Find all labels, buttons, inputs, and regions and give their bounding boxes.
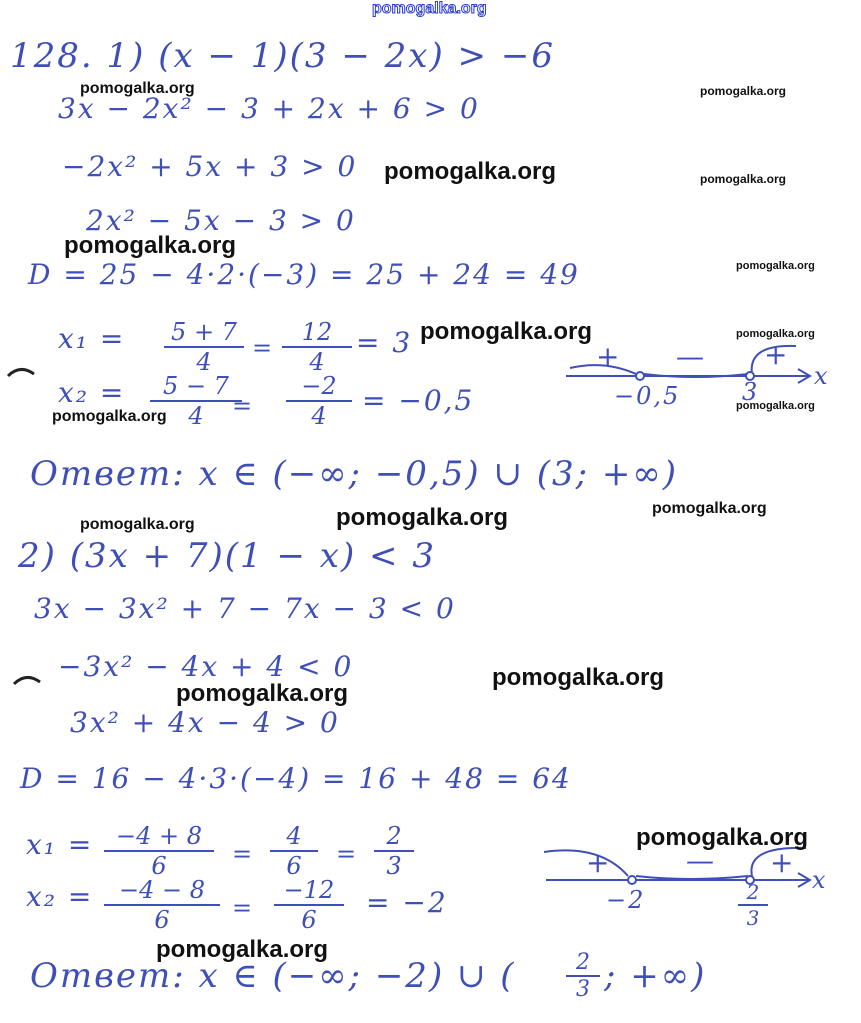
fraction-numerator: −2 bbox=[286, 372, 352, 402]
task2-x2-fraction-2 bbox=[274, 876, 344, 934]
fraction-denominator: 6 bbox=[286, 852, 302, 880]
fraction-denominator: 4 bbox=[309, 348, 325, 376]
watermark: pomogalka.org bbox=[336, 504, 509, 531]
task1-line-3: 2x² − 5x − 3 > 0 bbox=[86, 204, 356, 237]
fraction-denominator: 4 bbox=[196, 348, 212, 376]
task1-sign-minus: — bbox=[676, 340, 706, 373]
task1-x2-label: x₂ = bbox=[58, 376, 126, 409]
task2-sign-minus: — bbox=[686, 844, 716, 877]
task2-answer-fraction bbox=[566, 950, 600, 1002]
fraction-numerator: 2 bbox=[374, 822, 414, 852]
task1-line-1: 3x − 2x² − 3 + 2x + 6 > 0 bbox=[58, 92, 480, 125]
task2-x1-label: x₁ = bbox=[26, 828, 94, 861]
watermark: pomogalka.org bbox=[736, 260, 815, 272]
margin-mark-1 bbox=[6, 364, 36, 378]
watermark: pomogalka.org bbox=[652, 500, 767, 517]
task2-discriminant: D = 16 − 4·3·(−4) = 16 + 48 = 64 bbox=[20, 762, 572, 795]
fraction-numerator: 5 − 7 bbox=[150, 372, 242, 402]
task1-x1-fraction-1 bbox=[164, 318, 244, 376]
task2-x1-fraction-3 bbox=[374, 822, 414, 880]
task1-heading: 128. 1) (x − 1)(3 − 2x) > −6 bbox=[10, 36, 555, 76]
task2-line-1: 3x − 3x² + 7 − 7x − 3 < 0 bbox=[34, 592, 456, 625]
task1-sign-plus-right: + bbox=[764, 338, 790, 371]
task1-point-a-label: −0,5 bbox=[614, 382, 681, 410]
fraction-numerator: 2 bbox=[566, 950, 600, 977]
fraction-numerator: 2 bbox=[738, 880, 768, 906]
watermark: pomogalka.org bbox=[384, 158, 557, 185]
watermark: pomogalka.org bbox=[492, 664, 665, 691]
task1-x2-result: = −0,5 bbox=[362, 384, 475, 417]
task2-line-3: 3x² + 4x − 4 > 0 bbox=[70, 706, 340, 739]
fraction-denominator: 6 bbox=[301, 906, 317, 934]
watermark: pomogalka.org bbox=[52, 408, 167, 425]
fraction-numerator: −4 + 8 bbox=[104, 822, 214, 852]
task2-axis-var: x bbox=[812, 866, 828, 894]
fraction-denominator: 6 bbox=[154, 906, 170, 934]
fraction-denominator: 4 bbox=[311, 402, 327, 430]
fraction-numerator: −12 bbox=[274, 876, 344, 906]
task2-point-a-label: −2 bbox=[606, 886, 646, 914]
watermark: pomogalka.org bbox=[80, 80, 195, 97]
task2-x1-fraction-2 bbox=[270, 822, 318, 880]
task1-x1-result: = 3 bbox=[356, 326, 413, 359]
task2-x1-fraction-1 bbox=[104, 822, 214, 880]
point-a-open bbox=[636, 372, 644, 380]
task2-point-b-label bbox=[738, 880, 768, 930]
task1-axis-var: x bbox=[814, 362, 830, 390]
task1-line-2: −2x² + 5x + 3 > 0 bbox=[62, 150, 358, 183]
task2-answer-prefix: Ответ: x ∈ (−∞; −2) ∪ ( bbox=[30, 956, 516, 996]
task2-sign-plus-left: + bbox=[586, 846, 612, 879]
watermark: pomogalka.org bbox=[156, 936, 329, 963]
watermark: pomogalka.org bbox=[420, 318, 593, 345]
task1-x1-label: x₁ = bbox=[58, 322, 126, 355]
task1-x2-fraction-2 bbox=[286, 372, 352, 430]
point-a-open bbox=[628, 876, 636, 884]
fraction-denominator: 6 bbox=[151, 852, 167, 880]
fraction-denominator: 4 bbox=[188, 402, 204, 430]
fraction-numerator: 12 bbox=[282, 318, 352, 348]
task2-x1-equals-2: = bbox=[336, 840, 359, 868]
watermark: pomogalka.org bbox=[700, 172, 787, 186]
watermark: pomogalka.org bbox=[636, 824, 809, 851]
task2-answer-suffix: ; +∞) bbox=[604, 956, 707, 996]
fraction-numerator: 4 bbox=[270, 822, 318, 852]
task2-x2-label: x₂ = bbox=[26, 880, 94, 913]
task1-answer: Ответ: x ∈ (−∞; −0,5) ∪ (3; +∞) bbox=[30, 454, 678, 494]
watermark: pomogalka.org bbox=[80, 516, 195, 533]
watermark: pomogalka.org bbox=[176, 680, 349, 707]
task2-sign-plus-right: + bbox=[770, 846, 796, 879]
task1-discriminant: D = 25 − 4·2·(−3) = 25 + 24 = 49 bbox=[28, 258, 580, 291]
task2-x2-equals: = bbox=[232, 894, 255, 922]
task2-line-2: −3x² − 4x + 4 < 0 bbox=[58, 650, 354, 683]
task1-x1-equals: = bbox=[252, 334, 275, 362]
task1-point-b-label: 3 bbox=[742, 378, 760, 406]
task2-x2-result: = −2 bbox=[366, 886, 448, 919]
watermark: pomogalka.org bbox=[736, 400, 815, 412]
task1-x2-equals: = bbox=[232, 392, 255, 420]
task2-x1-equals-1: = bbox=[232, 840, 255, 868]
watermark: pomogalka.org bbox=[736, 328, 815, 340]
site-header[interactable]: pomogalka.org bbox=[372, 0, 487, 17]
fraction-numerator: 5 + 7 bbox=[164, 318, 244, 348]
watermark: pomogalka.org bbox=[700, 84, 787, 98]
task1-sign-plus-left: + bbox=[596, 340, 622, 373]
fraction-numerator: −4 − 8 bbox=[104, 876, 220, 906]
fraction-denominator: 3 bbox=[386, 852, 402, 880]
task2-x2-fraction-1 bbox=[104, 876, 220, 934]
watermark: pomogalka.org bbox=[64, 232, 237, 259]
task1-x1-fraction-2 bbox=[282, 318, 352, 376]
fraction-denominator: 3 bbox=[746, 906, 760, 930]
task2-heading: 2) (3x + 7)(1 − x) < 3 bbox=[18, 536, 436, 576]
fraction-denominator: 3 bbox=[576, 977, 590, 1002]
margin-mark-2 bbox=[12, 672, 42, 686]
